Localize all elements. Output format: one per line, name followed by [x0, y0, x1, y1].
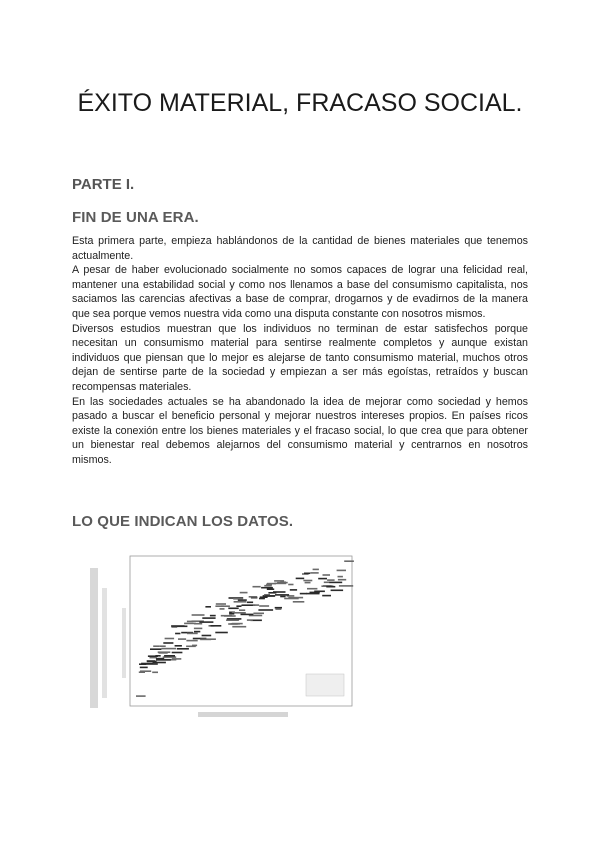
- scatter-point-label: [275, 608, 281, 610]
- scatter-point-label: [303, 580, 312, 582]
- scatter-point-label: [136, 695, 146, 697]
- scatter-point-label: [165, 638, 175, 640]
- scatter-point-label: [275, 607, 282, 609]
- scatter-point-label: [199, 621, 213, 623]
- scatter-point-label: [324, 582, 330, 584]
- scatter-point-label: [236, 605, 241, 607]
- scatter-point-label: [194, 628, 202, 630]
- scatter-point-label: [139, 671, 145, 673]
- scatter-point-label: [184, 623, 196, 625]
- scatter-point-label: [228, 608, 238, 610]
- scatter-point-label: [175, 645, 182, 647]
- scatter-point-label: [280, 581, 286, 583]
- scatter-point-label: [240, 592, 248, 594]
- scatter-point-label: [275, 594, 289, 596]
- scatter-point-label: [233, 598, 243, 600]
- scatter-point-label: [339, 585, 353, 587]
- scatter-point-label: [147, 660, 156, 662]
- scatter-point-label: [280, 596, 285, 598]
- scatter-point-label: [247, 602, 253, 604]
- scatter-point-label: [249, 596, 258, 598]
- scatter-point-label: [293, 601, 305, 603]
- scatter-point-label: [160, 645, 166, 647]
- scatter-point-label: [153, 645, 160, 647]
- scatter-point-label: [226, 619, 239, 621]
- scatter-point-label: [178, 638, 186, 640]
- scatter-point-label: [202, 617, 215, 619]
- scatter-point-label: [322, 595, 331, 597]
- scatter-point-label: [318, 578, 327, 580]
- scatter-point-label: [171, 625, 184, 627]
- scatter-point-label: [288, 584, 293, 586]
- scatter-point-label: [305, 582, 311, 584]
- scatter-point-label: [323, 574, 331, 576]
- scatter-point-label: [247, 619, 253, 621]
- y-axis-label-blur: [122, 608, 126, 678]
- scatter-point-label: [265, 595, 275, 597]
- document-title: ÉXITO MATERIAL, FRACASO SOCIAL.: [77, 89, 523, 117]
- scatter-point-label: [150, 648, 161, 650]
- scatter-point-label: [326, 586, 335, 588]
- scatter-point-label: [268, 592, 276, 594]
- scatter-point-label: [264, 585, 272, 587]
- scatter-point-label: [267, 588, 274, 590]
- scatter-point-label: [216, 603, 226, 605]
- scatter-point-label: [258, 609, 273, 611]
- scatter-point-label: [221, 615, 232, 617]
- scatter-point-label: [313, 569, 319, 571]
- section-heading-fin-de-una-era: FIN DE UNA ERA.: [72, 209, 199, 226]
- scatter-point-label: [306, 593, 319, 595]
- scatter-point-label: [253, 586, 261, 588]
- scatter-point-label: [327, 579, 335, 581]
- scatter-point-label: [192, 614, 205, 616]
- scatter-point-label: [329, 582, 342, 584]
- scatter-point-label: [150, 657, 157, 659]
- scatter-point-label: [210, 615, 216, 617]
- scatter-point-label: [164, 655, 175, 657]
- scatter-point-label: [187, 621, 194, 623]
- x-axis-label-blur: [198, 712, 288, 717]
- scatter-point-label: [310, 572, 318, 574]
- scatter-point-label: [215, 605, 224, 607]
- scatter-point-label: [192, 645, 197, 647]
- scatter-point-label: [220, 608, 225, 610]
- scatter-point-label: [163, 642, 173, 644]
- section-heading-lo-que-indican-los-datos: LO QUE INDICAN LOS DATOS.: [72, 513, 294, 530]
- scatter-point-label: [253, 604, 259, 606]
- paragraph: Esta primera parte, empieza hablándonos de la cantidad de bienes materiales que tenemos actualmente.: [72, 235, 528, 262]
- scatter-point-label: [161, 648, 176, 650]
- scatter-point-label: [175, 633, 180, 635]
- scatter-point-label: [304, 573, 310, 575]
- scatter-point-label: [201, 638, 216, 640]
- paragraph: A pesar de haber evolucionado socialmente no somos capaces de lograr una felicidad real, mantener una estabilidad social y como nos llenamos a base del consumismo capitalista, nos saciamos las carencias afectivas a base de comprar, drogarnos y de evadirnos de la manera que sea porque vemos nuestra vida como una disputa constante con nosotros mismos.: [72, 264, 528, 320]
- scatter-point-label: [202, 635, 212, 637]
- y-axis-label-blur: [90, 568, 98, 708]
- scatter-point-label: [177, 648, 189, 650]
- scatter-point-label: [205, 606, 211, 608]
- scatter-point-label: [234, 601, 247, 603]
- scatter-figure-image: [88, 548, 360, 720]
- scatter-point-label: [338, 576, 343, 578]
- scatter-point-label: [261, 587, 273, 589]
- scatter-point-label: [259, 598, 265, 600]
- scatter-point-label: [288, 597, 303, 599]
- scatter-point-label: [338, 579, 346, 581]
- scatter-point-label: [187, 633, 198, 635]
- scatter-point-label: [158, 651, 171, 653]
- scatter-point-label: [253, 613, 264, 615]
- scatter-point-label: [344, 560, 354, 562]
- scatter-point-label: [229, 613, 234, 615]
- scatter-point-label: [153, 662, 166, 664]
- paragraph: Diversos estudios muestran que los individuos no terminan de estar satisfechos porque necesitan un consumismo material para sentirse realmente completos y aunque existan individuos que piensan que lo mejor es alejarse de tanto consumismo material, muchos otros dejan de sentirse parte de la sociedad y empiezan a ser más egoístas, retraídos y buscan recompensas materiales.: [72, 322, 528, 393]
- scatter-point-label: [211, 625, 222, 627]
- part-heading: PARTE I.: [72, 176, 135, 193]
- scatter-point-label: [314, 591, 325, 593]
- paragraph: En las sociedades actuales se ha abandonado la idea de mejorar como sociedad y hemos pasado a buscar el beneficio personal y mejorar nuestros intereses propios. En países ricos existe la conexión entre los bienes materiales y el fracaso social, lo que crea que para obtener un bienestar real debemos alejarnos del consumismo material y centrarnos en nosotros mismos.: [72, 395, 528, 466]
- scatter-point-label: [194, 631, 200, 633]
- scatter-point-label: [290, 589, 297, 591]
- scatter-point-label: [337, 570, 346, 572]
- scatter-point-label: [300, 593, 307, 595]
- scatter-point-label: [140, 667, 148, 669]
- scatter-point-label: [331, 590, 344, 592]
- scatter-point-label: [156, 659, 171, 661]
- section-body: [72, 234, 528, 468]
- scatter-point-label: [152, 672, 158, 674]
- scatter-point-label: [172, 652, 183, 654]
- scatter-point-label: [215, 632, 228, 634]
- scatter-point-label: [241, 614, 254, 616]
- scatter-figure-graphic: [88, 548, 360, 720]
- scatter-point-label: [296, 578, 305, 580]
- scatter-point-label: [231, 623, 240, 625]
- scatter-point-label: [232, 626, 246, 628]
- scatter-point-label: [259, 605, 269, 607]
- scatter-point-label: [186, 640, 197, 642]
- scatter-point-label: [155, 655, 160, 657]
- scatter-point-label: [139, 663, 146, 665]
- y-axis-label-blur: [102, 588, 107, 698]
- legend-box: [306, 674, 344, 696]
- scatter-point-label: [307, 588, 317, 590]
- scatter-point-label: [239, 609, 245, 611]
